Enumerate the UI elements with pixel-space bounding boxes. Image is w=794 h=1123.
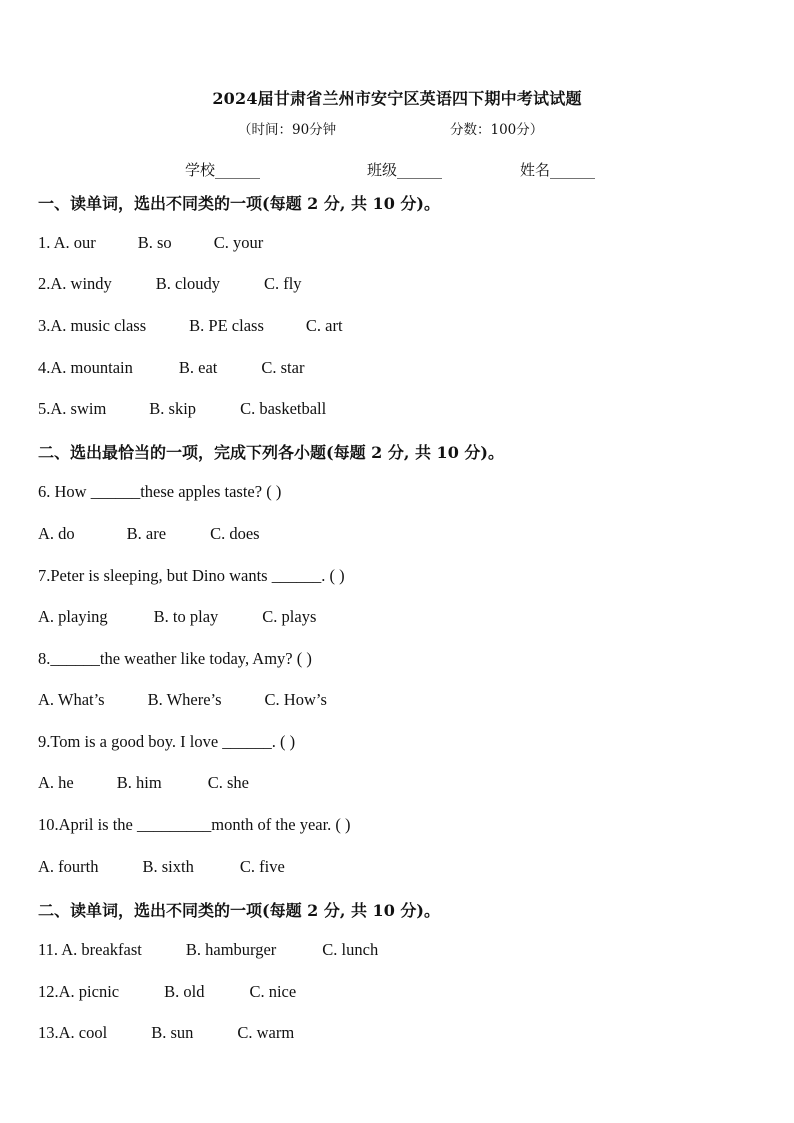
question-8-option-b[interactable]: B. Where’s [147,690,222,709]
school-field[interactable]: 学校______ [185,161,261,179]
class-field[interactable]: 班级______ [367,161,443,179]
question-7-stem: 7.Peter is sleeping, but Dino wants ______. ( ) [38,566,345,585]
question-8-options [38,690,327,710]
question-7-option-b[interactable]: B. to play [153,607,219,626]
question-11-option-a[interactable]: 11. A. breakfast [38,940,142,959]
question-10-stem: 10.April is the _________month of the year. ( ) [38,815,351,834]
question-12-option-a[interactable]: 12.A. picnic [38,982,120,1001]
question-5-option-a[interactable]: 5.A. swim [38,399,107,418]
question-8-stem: 8.______the weather like today, Amy? ( ) [38,649,312,668]
question-10-option-a[interactable]: A. fourth [38,857,99,876]
page-title: 2024届甘肃省兰州市安宁区英语四下期中考试试题 [212,89,582,108]
question-6-stem: 6. How ______these apples taste? ( ) [38,482,282,501]
question-12 [38,982,296,1002]
question-12-option-c[interactable]: C. nice [249,982,297,1001]
question-6-option-b[interactable]: B. are [126,524,167,543]
total-score: 分数：100分） [450,122,544,138]
question-5-option-c[interactable]: C. basketball [240,399,327,418]
question-3-option-a[interactable]: 3.A. music class [38,316,147,335]
question-1 [38,233,263,253]
question-11-option-b[interactable]: B. hamburger [185,940,277,959]
question-8-option-c[interactable]: C. How’s [264,690,327,709]
question-4-option-c[interactable]: C. star [261,358,305,377]
question-8-option-a[interactable]: A. What’s [38,690,105,709]
question-11 [38,940,378,960]
question-2-option-a[interactable]: 2.A. windy [38,274,112,293]
question-4-option-b[interactable]: B. eat [178,358,218,377]
question-7-option-c[interactable]: C. plays [262,607,317,626]
question-4 [38,358,304,378]
question-6-option-c[interactable]: C. does [210,524,260,543]
question-9-option-a[interactable]: A. he [38,773,74,792]
question-13-option-b[interactable]: B. sun [151,1023,194,1042]
question-12-option-b[interactable]: B. old [164,982,205,1001]
section-2-heading: 二、选出最恰当的一项，完成下列各小题(每题 2 分, 共 10 分)。 [38,443,504,462]
question-13 [38,1023,294,1043]
question-7-options [38,607,316,627]
question-2-option-b[interactable]: B. cloudy [155,274,220,293]
question-3-option-c[interactable]: C. art [305,316,343,335]
question-7-option-a[interactable]: A. playing [38,607,108,626]
question-3-option-b[interactable]: B. PE class [189,316,264,335]
question-5 [38,399,326,419]
question-13-option-a[interactable]: 13.A. cool [38,1023,108,1042]
question-4-option-a[interactable]: 4.A. mountain [38,358,133,377]
question-9-option-c[interactable]: C. she [207,773,249,792]
question-9-stem: 9.Tom is a good boy. I love ______. ( ) [38,732,296,751]
name-field[interactable]: 姓名______ [520,161,596,179]
question-1-option-c[interactable]: C. your [213,233,264,252]
question-10-option-b[interactable]: B. sixth [142,857,194,876]
question-10-options [38,857,285,877]
section-3-heading: 二、读单词，选出不同类的一项(每题 2 分, 共 10 分)。 [38,901,440,920]
section-1-heading: 一、读单词，选出不同类的一项(每题 2 分, 共 10 分)。 [38,194,440,213]
question-6-options [38,524,260,544]
question-10-option-c[interactable]: C. five [239,857,285,876]
question-1-option-a[interactable]: 1. A. our [38,233,96,252]
question-9-option-b[interactable]: B. him [116,773,162,792]
question-3 [38,316,343,336]
question-1-option-b[interactable]: B. so [137,233,172,252]
question-5-option-b[interactable]: B. skip [149,399,197,418]
question-2-option-c[interactable]: C. fly [263,274,302,293]
question-2 [38,274,302,294]
question-9-options [38,773,249,793]
question-13-option-c[interactable]: C. warm [237,1023,295,1042]
time-limit: （时间：90分钟 [238,122,337,138]
question-6-option-a[interactable]: A. do [38,524,75,543]
question-11-option-c[interactable]: C. lunch [322,940,379,959]
